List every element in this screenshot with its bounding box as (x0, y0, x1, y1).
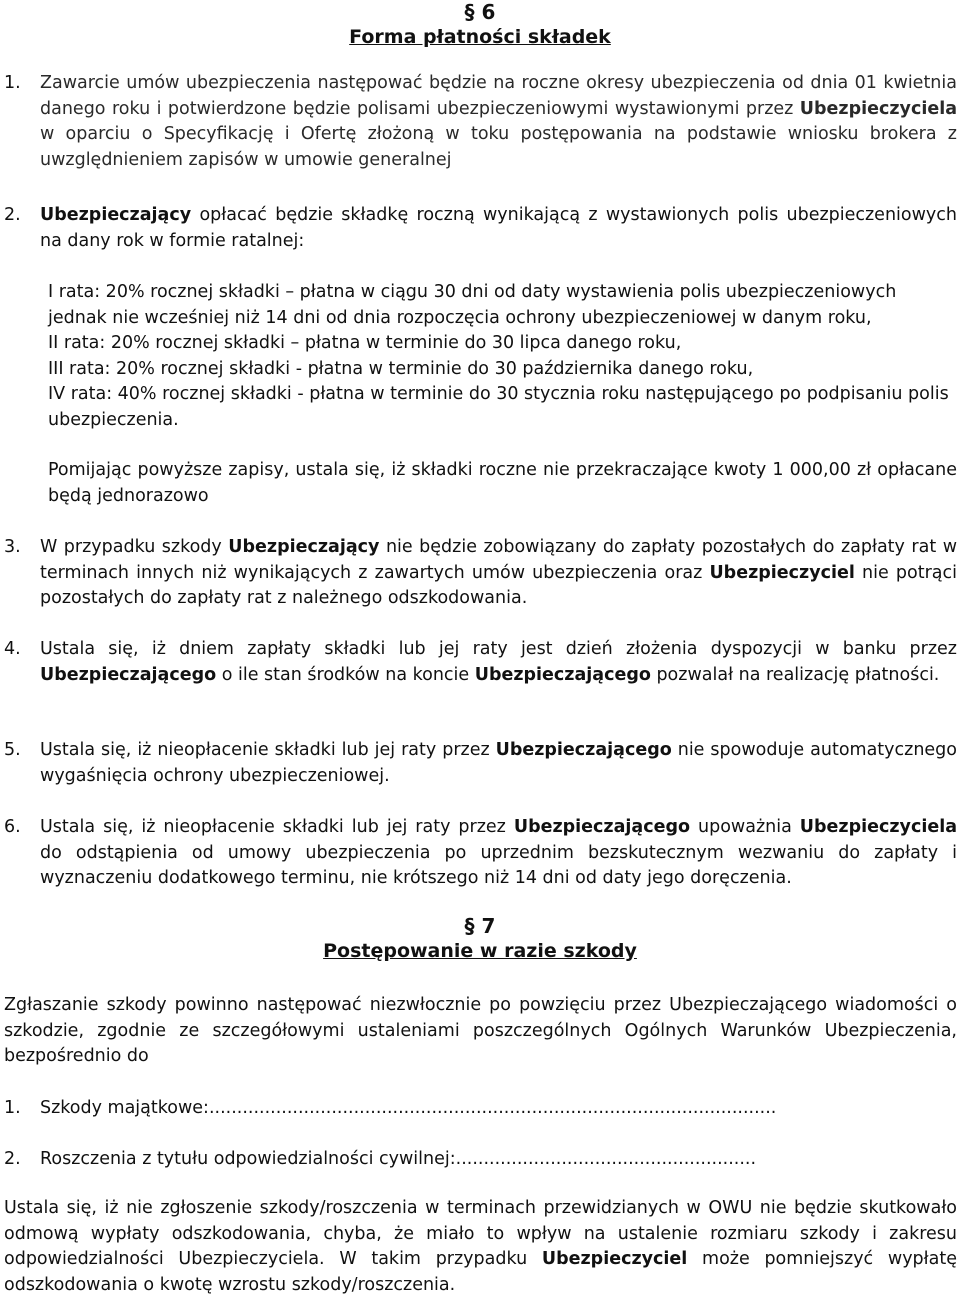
section-7-heading (0, 914, 960, 964)
bold-term: Ubezpieczyciel (541, 1249, 688, 1269)
item-1: Szkody majątkowe:...................................................................................................... (40, 1098, 777, 1118)
item-2-number: 2. (4, 1149, 21, 1169)
bold-term: Ubezpieczającego (474, 664, 651, 685)
item-2-dots: ...................................................... (455, 1149, 757, 1169)
paragraph-2: Ubezpieczający opłacać będzie składkę roczną wynikającą z wystawionych polis ubezpieczeniowych na dany rok w formie ratalnej: (40, 205, 957, 251)
paragraph-6-number: 6. (4, 817, 21, 837)
paragraph-4-number: 4. (4, 639, 21, 659)
installment-4: IV rata: 40% rocznej składki - płatna w terminie do 30 stycznia roku następującego po podpisaniu polis ubezpieczenia. (48, 384, 949, 430)
paragraph-2-number: 2. (4, 205, 21, 225)
item-1-dots: ...................................................................................................... (208, 1098, 777, 1118)
section-7-number: § 7 (464, 914, 496, 938)
paragraph-1-number: 1. (4, 73, 21, 93)
paragraph-3: W przypadku szkody Ubezpieczający nie będzie zobowiązany do zapłaty pozostałych do zapłaty rat w terminach innych niż wynikających z zawartych umów ubezpieczenia oraz Ubezpieczyciel nie potrąci pozostałych do zapłaty rat z należnego odszkodowania. (40, 537, 958, 608)
section-6-title: Forma płatności składek (349, 26, 611, 48)
section-6-heading (0, 0, 960, 50)
item-1-number: 1. (4, 1098, 21, 1118)
item-2: Roszczenia z tytułu odpowiedzialności cywilnej:...................................................... (40, 1149, 757, 1169)
bold-term: Ubezpieczającego (495, 740, 672, 760)
bold-term: Ubezpieczyciela (799, 98, 957, 119)
section-7-title: Postępowanie w razie szkody (323, 940, 637, 962)
closing-paragraph: Ustala się, iż nie zgłoszenie szkody/roszczenia w terminach przewidzianych w OWU nie będzie skutkowało odmową wypłaty odszkodowania, chyba, że miało to wpływ na ustalenie rozmiaru szkody i zakresu odpowiedzialności Ubezpieczyciela. W takim przypadku Ubezpieczyciel może pomniejszyć wypłatę odszkodowania o kwotę wzrostu szkody/roszczenia. (4, 1198, 957, 1295)
bold-term: Ubezpieczyciel (709, 562, 855, 583)
bold-term: Ubezpieczający (40, 205, 192, 225)
installment-1: I rata: 20% rocznej składki – płatna w ciągu 30 dni od daty wystawienia polis ubezpieczeniowych jednak nie wcześniej niż 14 dni od dnia rozpoczęcia ochrony ubezpieczeniowej w danym roku, (48, 282, 897, 328)
bold-term: Ubezpieczającego (40, 664, 217, 685)
installment-3: III rata: 20% rocznej składki - płatna w terminie do 30 października danego roku, (48, 358, 754, 379)
paragraph-1: Zawarcie umów ubezpieczenia następować będzie na roczne okresy ubezpieczenia od dnia 01 kwietnia danego roku i potwierdzone będzie polisami ubezpieczeniowymi wystawionymi przez Ubezpieczyciela w oparciu o Specyfikację i Ofertę złożoną w toku postępowania na podstawie wniosku brokera z uwzględnieniem zapisów w umowie generalnej (40, 73, 957, 170)
installments-list (48, 280, 957, 433)
bold-term: Ubezpieczającego (513, 817, 691, 837)
one-time-payment-note: Pomijając powyższe zapisy, ustala się, iż składki roczne nie przekraczające kwoty 1 000,00 zł opłacane będą jednorazowo (48, 460, 957, 506)
paragraph-4: Ustala się, iż dniem zapłaty składki lub jej raty jest dzień złożenia dyspozycji w banku przez Ubezpieczającego o ile stan środków na koncie Ubezpieczającego pozwalał na realizację płatności. (40, 639, 957, 685)
paragraph-3-number: 3. (4, 537, 21, 557)
paragraph-5: Ustala się, iż nieopłacenie składki lub jej raty przez Ubezpieczającego nie spowoduje automatycznego wygaśnięcia ochrony ubezpieczeniowej. (40, 740, 957, 786)
section-7-intro: Zgłaszanie szkody powinno następować niezwłocznie po powzięciu przez Ubezpieczającego wiadomości o szkodzie, zgodnie ze szczegółowymi ustaleniami poszczególnych Ogólnych Warunków Ubezpieczenia, bezpośrednio do (4, 995, 957, 1066)
section-6-number: § 6 (464, 0, 496, 24)
installment-2: II rata: 20% rocznej składki – płatna w terminie do 30 lipca danego roku, (48, 333, 682, 353)
paragraph-5-number: 5. (4, 740, 21, 760)
bold-term: Ubezpieczyciela (799, 817, 957, 837)
bold-term: Ubezpieczający (228, 537, 380, 557)
paragraph-6: Ustala się, iż nieopłacenie składki lub jej raty przez Ubezpieczającego upoważnia Ubezpieczyciela do odstąpienia od umowy ubezpieczenia po uprzednim bezskutecznym wezwaniu do zapłaty i wyznaczeniu dodatkowego terminu, nie krótszego niż 14 dni od daty jego doręczenia. (40, 817, 957, 888)
